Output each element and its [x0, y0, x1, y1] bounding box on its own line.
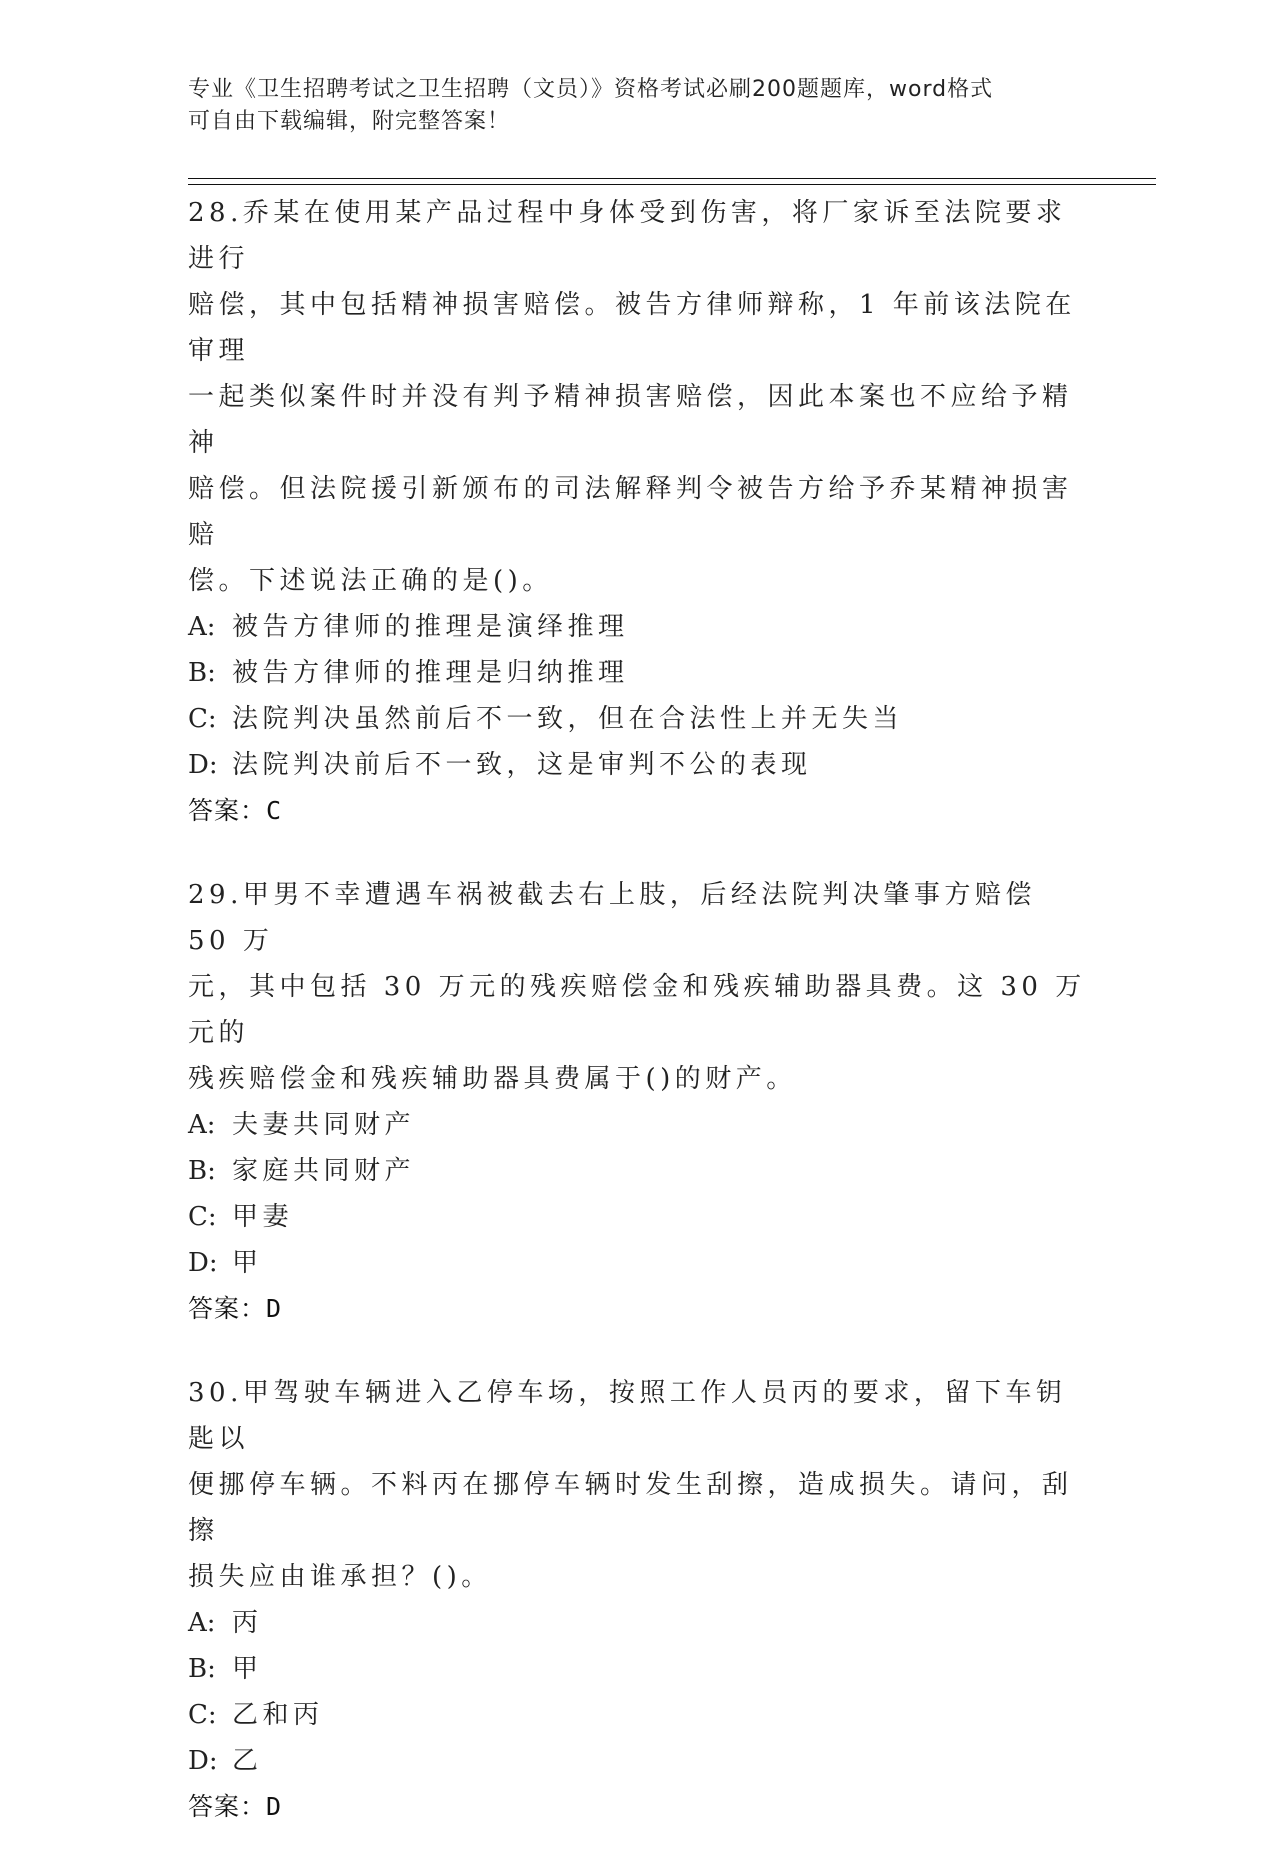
option-key: B: [188, 1654, 216, 1684]
question-stem [188, 872, 1088, 1102]
option-c [188, 1194, 1088, 1240]
answer-line [188, 788, 1088, 834]
question-list [188, 190, 1088, 1868]
answer-value: D [266, 1792, 283, 1821]
option-key: D: [188, 750, 218, 780]
option-text: 夫妻共同财产 [232, 1110, 416, 1140]
option-text: 甲妻 [232, 1202, 294, 1232]
option-key: D: [188, 1746, 218, 1776]
question-stem [188, 1370, 1088, 1600]
option-key: A: [188, 1110, 216, 1140]
answer-value: C [266, 796, 283, 825]
option-key: C: [188, 1202, 217, 1232]
option-d [188, 1240, 1088, 1286]
option-key: C: [188, 1700, 217, 1730]
option-a [188, 604, 1088, 650]
question-30 [188, 1370, 1088, 1830]
option-text: 法院判决前后不一致，这是审判不公的表现 [232, 750, 812, 780]
option-text: 法院判决虽然前后不一致，但在合法性上并无失当 [232, 704, 904, 734]
option-d [188, 1738, 1088, 1784]
option-text: 甲 [232, 1248, 263, 1278]
option-a [188, 1600, 1088, 1646]
stem-line: 30.甲驾驶车辆进入乙停车场，按照工作人员丙的要求，留下车钥匙以 [188, 1378, 1067, 1454]
option-text: 乙 [232, 1746, 263, 1776]
stem-line: 元，其中包括 30 万元的残疾赔偿金和残疾辅助器具费。这 30 万元的 [188, 972, 1086, 1048]
option-text: 乙和丙 [232, 1700, 324, 1730]
stem-line: 28.乔某在使用某产品过程中身体受到伤害，将厂家诉至法院要求进行 [188, 198, 1067, 274]
answer-label: 答案： [188, 1792, 267, 1821]
option-b [188, 1646, 1088, 1692]
stem-line: 残疾赔偿金和残疾辅助器具费属于()的财产。 [188, 1064, 797, 1094]
header-line-1: 专业《卫生招聘考试之卫生招聘（文员）》资格考试必刷200题题库，word格式 [188, 77, 994, 102]
answer-value: D [266, 1294, 283, 1323]
question-stem [188, 190, 1088, 604]
option-key: B: [188, 1156, 216, 1186]
document-header [188, 74, 1088, 138]
question-29 [188, 872, 1088, 1332]
answer-line [188, 1784, 1088, 1830]
stem-line: 29.甲男不幸遭遇车祸被截去右上肢，后经法院判决肇事方赔偿 50 万 [188, 880, 1036, 956]
option-key: B: [188, 658, 216, 688]
header-divider-bottom [188, 184, 1156, 185]
option-key: C: [188, 704, 217, 734]
stem-line: 一起类似案件时并没有判予精神损害赔偿，因此本案也不应给予精神 [188, 382, 1073, 458]
option-b [188, 650, 1088, 696]
option-key: A: [188, 612, 216, 642]
answer-label: 答案： [188, 1294, 267, 1323]
answer-line [188, 1286, 1088, 1332]
option-text: 被告方律师的推理是演绎推理 [232, 612, 629, 642]
header-line-2: 可自由下载编辑，附完整答案！ [188, 109, 511, 134]
option-text: 家庭共同财产 [232, 1156, 416, 1186]
stem-line: 偿。下述说法正确的是()。 [188, 566, 553, 596]
stem-line: 赔偿。但法院援引新颁布的司法解释判令被告方给予乔某精神损害赔 [188, 474, 1073, 550]
option-c [188, 696, 1088, 742]
stem-line: 赔偿，其中包括精神损害赔偿。被告方律师辩称，1 年前该法院在审理 [188, 290, 1076, 366]
option-d [188, 742, 1088, 788]
option-a [188, 1102, 1088, 1148]
option-key: A: [188, 1608, 216, 1638]
option-key: D: [188, 1248, 218, 1278]
option-b [188, 1148, 1088, 1194]
question-28 [188, 190, 1088, 834]
option-text: 被告方律师的推理是归纳推理 [232, 658, 629, 688]
option-text: 甲 [232, 1654, 263, 1684]
option-text: 丙 [232, 1608, 263, 1638]
option-c [188, 1692, 1088, 1738]
stem-line: 便挪停车辆。不料丙在挪停车辆时发生刮擦，造成损失。请问，刮擦 [188, 1470, 1073, 1546]
stem-line: 损失应由谁承担？()。 [188, 1562, 492, 1592]
header-divider-top [188, 178, 1156, 179]
answer-label: 答案： [188, 796, 267, 825]
